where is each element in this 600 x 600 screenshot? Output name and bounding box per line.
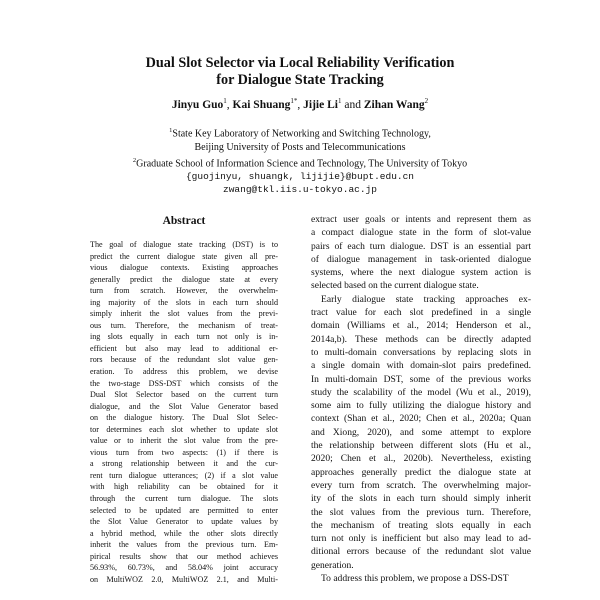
body-line: a single domain with domain-slot pairs predefined. [311,360,531,372]
abstract-line: inherit the values from the previous turn. Em- [90,540,278,550]
body-line: study the scalability of the model (Wu et al., 2019), [311,386,531,398]
abstract-line: tor determines each slot whether to update slot [90,424,278,434]
title-line-2: for Dialogue State Tracking [216,72,384,88]
affiliation-line: $^1$State Key Laboratory of Networking and Switching Technology, [169,127,431,140]
abstract-heading: Abstract [162,215,206,227]
abstract-line: turn from scratch. However, the overwhelm- [90,286,278,296]
abstract-line: on MultiWOZ 2.0, MultiWOZ 2.1, and Multi- [90,574,278,584]
abstract-line: generally predict the dialogue state at every [90,274,278,284]
author-and: and [344,98,361,111]
affiliations [0,124,600,197]
abstract-line: pirical results show that our method achieves [90,551,278,561]
abstract-line: the Slot Value Generator to update values by [90,517,278,527]
abstract-line: simply inherit the slot values from the previ- [90,309,278,319]
body-line: the slot values from the previous turn. Therefore, [311,506,531,518]
body-line: a compact dialogue state in the form of slot-value [311,227,531,239]
body-line: context (Shan et al., 2020; Chen et al., 2020a; Quan [311,413,531,425]
abstract-line: rors because of the redundant slot value gen- [90,355,278,365]
abstract-line: vious turn from two aspects: (1) if there is [90,447,278,457]
affiliation-line: $^2$Graduate School of Information Science and Technology, The University of Tokyo [132,156,468,170]
author-affil-mark: 1 [337,97,342,105]
body-line: extract user goals or intents and represent them as [311,214,531,225]
abstract-line: ous turn. Therefore, the mechanism of treat- [90,320,278,330]
body-line: turn not only is inefficient but also may lead to ad- [311,533,531,545]
author-list: Jinyu Guo$^1$, Kai Shuang$^{1*}$, Jijie Li$^1$ and Zihan Wang$^2$ [171,97,429,111]
abstract-line: a hybrid method, while the other slots directly [90,528,278,538]
body-line: In multi-domain DST, some of the previous works [311,373,531,385]
abstract-line: predict the current dialogue state given all pre- [90,251,278,261]
abstract-line: with high reliability can be obtained for it [90,482,278,492]
body-line: ditional errors because of the redundant slot value [311,546,531,558]
author-affil-mark: 1 [223,97,227,105]
abstract-line: value or to inherit the slot value from the pre- [90,436,278,446]
abstract-line: Dual Slot Selector based on the current turn [90,390,278,400]
author-name: Jinyu Guo [171,98,224,111]
body-line: Early dialogue state tracking approaches ex- [321,293,531,305]
body-line: 2014a,b). These methods can be directly adapted [311,333,531,345]
abstract-line: rent turn dialogue utterances; (2) if a slot value [90,470,278,480]
body-line: systems, where the next dialogue system action is [311,267,531,279]
author-name: Kai Shuang [232,98,291,111]
paper-title [0,55,600,89]
abstract-line: through the current turn dialogue. The slots [90,494,278,504]
abstract-line: eration. To address this problem, we devise [90,367,278,377]
body-line: some aim to fully utilizing the dialogue history and [311,400,531,412]
body-line: to multi-domain conversations by replacing slots in [311,346,531,358]
author-affil-mark: 2 [424,97,429,105]
email-line: {guojinyu, shuangk, lijijie}@bupt.edu.cn [185,171,415,183]
abstract-line: the two-stage DSS-DST which consists of the [90,378,278,388]
abstract-line: vious dialogue contexts. Existing approaches [90,263,278,273]
affiliation-line: Beijing University of Posts and Telecommunications [194,141,406,153]
body-line: tract value for each slot predefined in a single [311,307,531,319]
body-line: generation. [311,559,354,571]
body-line: and Xiong, 2020), and some attempt to explore [311,426,531,438]
author-name: Zihan Wang [363,98,425,111]
abstract-line: dialogue, and the Slot Value Generator based [90,401,278,411]
abstract-line: ing majority of the slots in each turn should [90,297,278,307]
abstract-body [90,239,278,585]
email-line: zwang@tkl.iis.u-tokyo.ac.jp [223,184,377,196]
body-line: pairs of each turn dialogue. DST is an essential part [311,240,531,252]
body-line: To address this problem, we propose a DSS-DST [321,573,509,585]
title-line-1: Dual Slot Selector via Local Reliability Verification [145,55,455,71]
body-line: of dialogue management in task-oriented dialogue [311,253,531,265]
author-name: Jijie Li [303,98,338,111]
abstract-line: selected to be updated are permitted to enter [90,505,278,515]
body-line: every turn from scratch. The overwhelming major- [311,479,531,491]
abstract-line: The goal of dialogue state tracking (DST) is to [90,240,278,249]
abstract-line: on the dialogue history. The Dual Slot Selec- [90,413,278,423]
abstract-line: efficient but also may lead to additional er- [90,343,278,353]
body-line: ity of the slots in each turn should simply inherit [311,493,531,505]
abstract-line: ing slots equally in each turn not only is in- [90,332,278,342]
body-line: the relationship between different slots (Hu et al., [311,440,531,452]
abstract-line: a strong relationship between it and the cur- [90,459,278,469]
body-line: selected based on the current dialogue state. [311,280,479,292]
body-line: 2020; Chen et al., 2020b). Nevertheless, existing [311,453,531,465]
right-column-body [311,213,531,585]
abstract-line: 56.93%, 60.73%, and 58.04% joint accuracy [90,563,278,573]
body-line: approaches generally predict the dialogue state at [311,466,531,478]
author-affil-mark: 1* [290,97,298,105]
body-line: domain (Williams et al., 2014; Henderson et al., [311,320,531,332]
body-line: the mechanism of treating slots equally in each [311,519,531,531]
